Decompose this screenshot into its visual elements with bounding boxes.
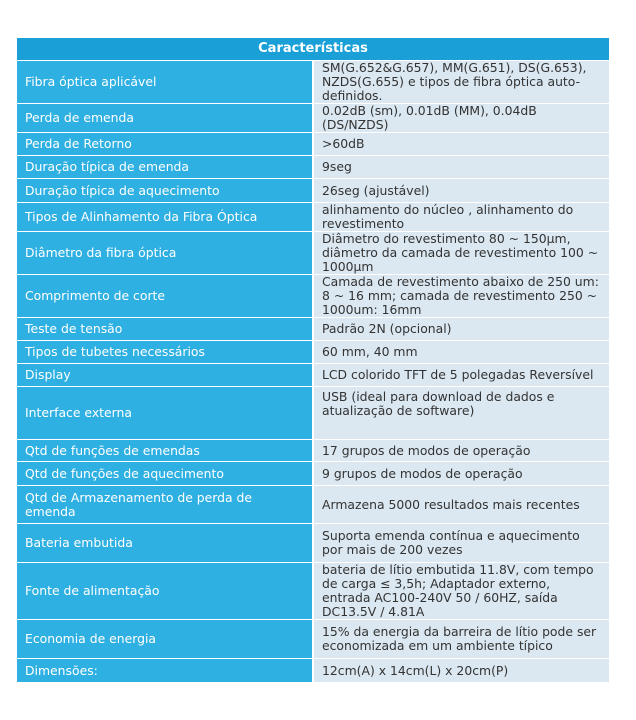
row-label: Duração típica de emenda [17, 156, 313, 179]
table-row [17, 61, 609, 104]
table-row [17, 440, 609, 462]
row-value: USB (ideal para download de dados e atualização de software) [313, 387, 609, 440]
row-value: 60 mm, 40 mm [313, 341, 609, 364]
row-value: 12cm(A) x 14cm(L) x 20cm(P) [313, 659, 609, 683]
row-label: Bateria embutida [17, 524, 313, 563]
row-label: Qtd de funções de emendas [17, 440, 313, 462]
table-row [17, 462, 609, 486]
row-value: Suporta emenda contínua e aquecimento por mais de 200 vezes [313, 524, 609, 563]
row-value: SM(G.652&G.657), MM(G.651), DS(G.653), NZDS(G.655) e tipos de fibra óptica auto-definidos. [313, 61, 609, 104]
row-value: Diâmetro do revestimento 80 ~ 150µm, diâmetro da camada de revestimento 100 ~ 1000µm [313, 232, 609, 275]
table-header-title: Características [17, 38, 609, 61]
row-value: bateria de lítio embutida 11.8V, com tempo de carga ≤ 3,5h; Adaptador externo, entrada AC100-240V 50 / 60HZ, saída DC13.5V / 4.81A [313, 563, 609, 620]
table-row [17, 203, 609, 232]
table-row [17, 232, 609, 275]
row-label: Perda de Retorno [17, 133, 313, 156]
row-label: Tipos de tubetes necessários [17, 341, 313, 364]
row-value: 9 grupos de modos de operação [313, 462, 609, 486]
table-row [17, 524, 609, 563]
row-label: Tipos de Alinhamento da Fibra Óptica [17, 203, 313, 232]
table-header-row [17, 38, 609, 61]
row-value: LCD colorido TFT de 5 polegadas Reversível [313, 364, 609, 387]
table-row [17, 387, 609, 440]
table-row [17, 659, 609, 683]
row-label: Fonte de alimentação [17, 563, 313, 620]
row-value: 17 grupos de modos de operação [313, 440, 609, 462]
row-label: Display [17, 364, 313, 387]
row-value: Camada de revestimento abaixo de 250 um: 8 ~ 16 mm; camada de revestimento 250 ~ 1000um: 16mm [313, 275, 609, 318]
table-row [17, 318, 609, 341]
table-row [17, 563, 609, 620]
row-value: 15% da energia da barreira de lítio pode ser economizada em um ambiente típico [313, 620, 609, 659]
row-label: Fibra óptica aplicável [17, 61, 313, 104]
row-value: Padrão 2N (opcional) [313, 318, 609, 341]
row-label: Interface externa [17, 387, 313, 440]
row-label: Economia de energia [17, 620, 313, 659]
row-value: Armazena 5000 resultados mais recentes [313, 486, 609, 524]
row-label: Comprimento de corte [17, 275, 313, 318]
table-row [17, 275, 609, 318]
table-row [17, 486, 609, 524]
table-row [17, 620, 609, 659]
row-value: 26seg (ajustável) [313, 179, 609, 203]
table-row [17, 156, 609, 179]
table-row [17, 104, 609, 133]
table-row [17, 179, 609, 203]
row-label: Qtd de funções de aquecimento [17, 462, 313, 486]
row-label: Perda de emenda [17, 104, 313, 133]
specifications-table [17, 38, 609, 683]
row-value: 0.02dB (sm), 0.01dB (MM), 0.04dB (DS/NZDS) [313, 104, 609, 133]
row-label: Dimensões: [17, 659, 313, 683]
row-value: alinhamento do núcleo , alinhamento do revestimento [313, 203, 609, 232]
row-label: Diâmetro da fibra óptica [17, 232, 313, 275]
row-label: Teste de tensão [17, 318, 313, 341]
table-row [17, 364, 609, 387]
row-label: Qtd de Armazenamento de perda de emenda [17, 486, 313, 524]
table-row [17, 341, 609, 364]
row-value: 9seg [313, 156, 609, 179]
row-label: Duração típica de aquecimento [17, 179, 313, 203]
table-row [17, 133, 609, 156]
row-value: >60dB [313, 133, 609, 156]
